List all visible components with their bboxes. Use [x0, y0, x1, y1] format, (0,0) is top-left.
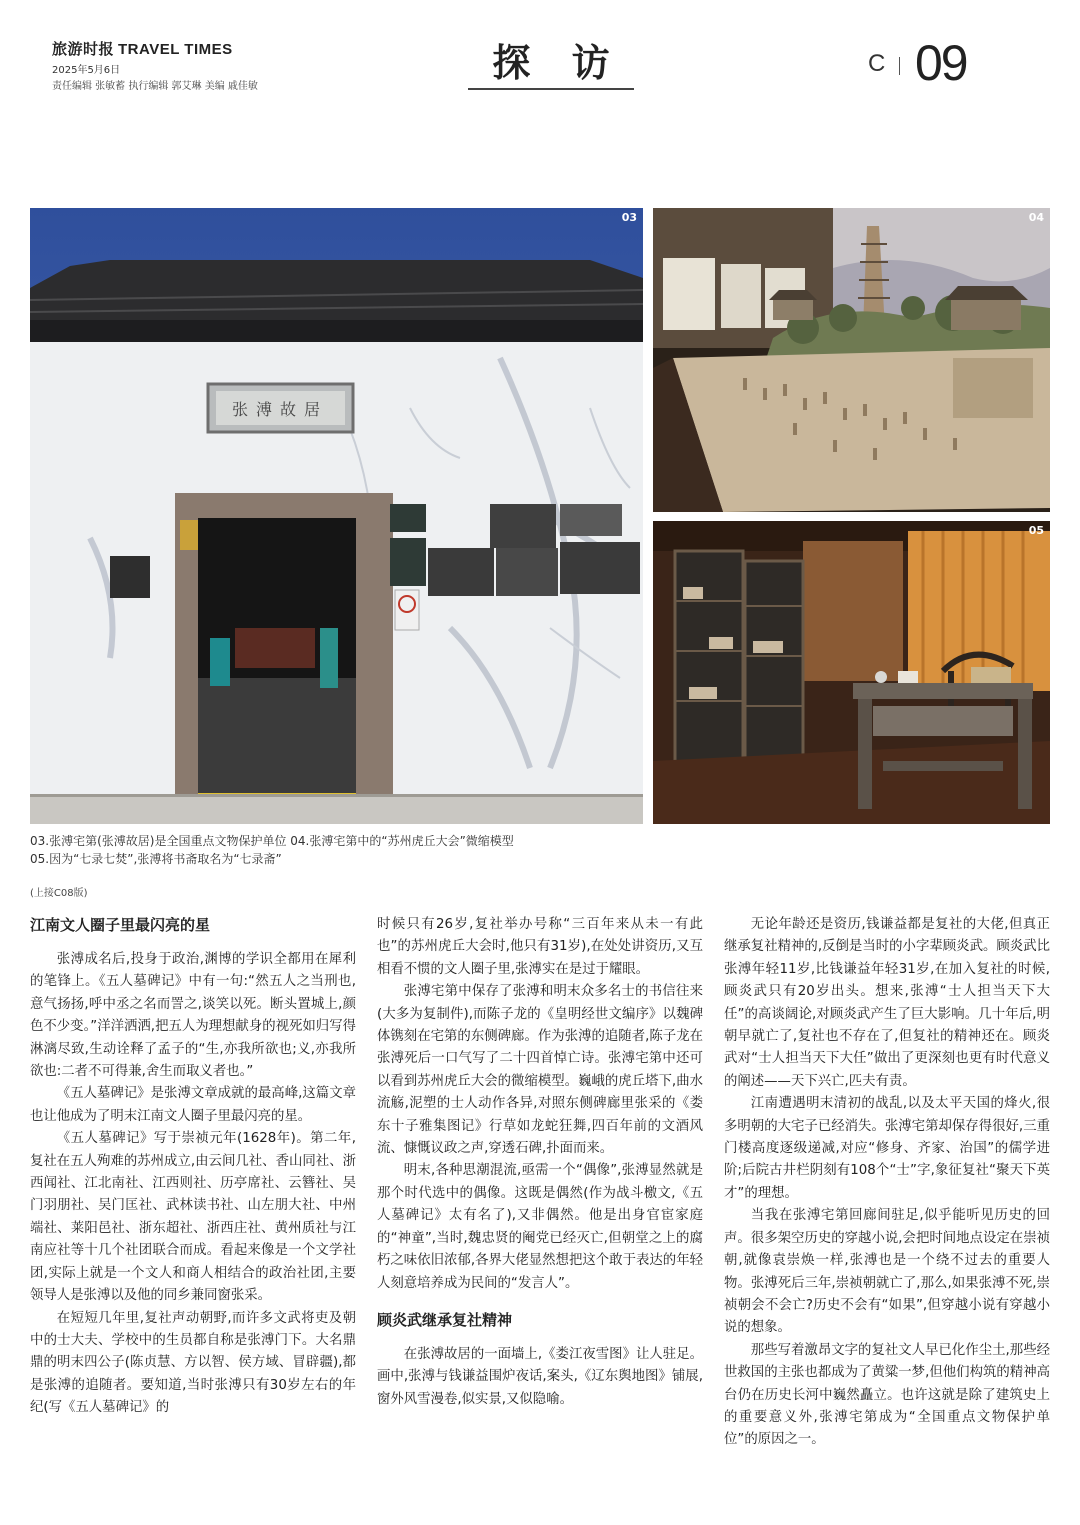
newspaper-brand	[52, 38, 233, 59]
paragraph: 张溥成名后,投身于政治,渊博的学识全都用在犀利的笔锋上。《五人墓碑记》中有一句:“然五人之当刑也,意气扬扬,呼中丞之名而詈之,谈笑以死。断头置城上,颜色不少变。”洋洋洒洒,把五人为理想献身的视死如归写得淋漓尽致,生动诠释了孟子的“生,亦我所欲也;义,亦我所欲也:二者不可得兼,舍生而取义者也。”	[30, 952, 356, 1080]
photo-05-study-room	[653, 521, 1050, 824]
article-column-3	[724, 914, 1050, 1452]
article-heading-1: 江南文人圈子里最闪亮的星	[30, 916, 211, 934]
photo-number-04: 04	[1028, 211, 1044, 224]
photo-caption-05: 05.因为“七录七焚”,张溥将书斋取名为“七录斋”	[30, 852, 282, 866]
brand-english: TRAVEL TIMES	[118, 41, 233, 58]
paragraph: 《五人墓碑记》写于崇祯元年(1628年)。第二年,复社在五人殉难的苏州成立,由云间几社、香山同社、浙西闻社、江北南社、江西则社、历亭席社、云簪社、吴门羽朋社、吴门匡社、武林读书社、山左朋大社、中州端社、莱阳邑社、浙东超社、浙西庄社、黄州质社与江南应社等十几个社团联合而成。看起来像是一个文学社团,实际上就是一个文人和商人相结合的政治社团,主要领导人是张溥以及他的同乡兼同窗张采。	[30, 1131, 356, 1304]
paragraph: 明末,各种思潮混流,亟需一个“偶像”,张溥显然就是那个时代选中的偶像。这既是偶然(作为战斗檄文,《五人墓碑记》太有名了),又非偶然。他是出身官宦家庭的“神童”,当时,魏忠贤的阉党已经灭亡,但朝堂之上的腐朽之味依旧浓郁,各界大佬显然想把这个敢于表达的年轻人刻意培养成为民间的“发言人”。	[377, 1163, 703, 1291]
photo-04-tiger-hill-model	[653, 208, 1050, 512]
paragraph: 在张溥故居的一面墙上,《娄江夜雪图》让人驻足。画中,张溥与钱谦益围炉夜话,案头,《辽东舆地图》铺展,窗外风雪漫卷,似实景,又似隐喻。	[377, 1346, 703, 1407]
paragraph: 当我在张溥宅第回廊间驻足,似乎能听见历史的回声。很多架空历史的穿越小说,会把时间地点设定在崇祯朝,就像袁崇焕一样,张溥也是一个绕不过去的重要人物。张溥死后三年,崇祯朝就亡了,那么,如果张溥不死,崇祯朝会不会亡?历史不会有“如果”,但穿越小说有穿越小说的想象。	[724, 1208, 1050, 1336]
paragraph: 那些写着激昂文字的复社文人早已化作尘土,那些经世救国的主张也都成为了黄粱一梦,但他们构筑的精神高台仍在历史长河中巍然矗立。也许这就是除了建筑史上的重要意义外,张溥宅第成为“全国重点文物保护单位”的原因之一。	[724, 1342, 1050, 1448]
article-column-1	[30, 914, 356, 1420]
photo-number-03: 03	[621, 211, 637, 224]
paragraph: 张溥宅第中保存了张溥和明末众多名士的书信往来(大多为复制件),而陈子龙的《皇明经世文编序》以魏碑体镌刻在宅第的东侧碑廊。作为张溥的追随者,陈子龙在张溥死后一口气写了二十四首悼亡诗。张溥宅第中还可以看到苏州虎丘大会的微缩模型。巍峨的虎丘塔下,曲水流觞,泥塑的士人动作各异,对照东侧碑廊里张采的《娄东十子雅集图记》行草如龙蛇狂舞,四百年前的文酒风流、慷慨议政之声,穿透石碑,扑面而来。	[377, 984, 703, 1157]
article-column-2	[377, 914, 703, 1411]
paragraph: 在短短几年里,复社声动朝野,而许多文武将吏及朝中的士大夫、学校中的生员都自称是张溥门下。大名鼎鼎的明末四公子(陈贞慧、方以智、侯方域、冒辟疆),都是张溥的追随者。要知道,当时张溥只有30岁左右的年纪(写《五人墓碑记》的	[30, 1310, 356, 1416]
section-underline	[468, 88, 634, 90]
residence-gate-illustration	[30, 208, 643, 824]
article-heading-2: 顾炎武继承复社精神	[377, 1310, 513, 1329]
paragraph: 江南遭遇明末清初的战乱,以及太平天国的烽火,很多明朝的大宅子已经消失。张溥宅第却保存得很好,三重门楼高度逐级递减,对应“修身、齐家、治国”的儒学进阶;后院古井栏阴刻有108个“士”字,象征复社“聚天下英才”的理想。	[724, 1096, 1050, 1201]
editor-credits: 责任编辑 张敏蓄 执行编辑 郭艾琳 美编 戚佳敏	[52, 81, 258, 92]
photo-03-residence-gate	[30, 208, 643, 824]
paragraph-continued: 时候只有26岁,复社举办号称“三百年来从未一有此也”的苏州虎丘大会时,他只有31岁),在处处讲资历,又互相看不惯的文人圈子里,张溥实在是过于耀眼。	[377, 917, 703, 977]
page-number: 09	[915, 35, 967, 91]
brand-chinese: 旅游时报	[52, 40, 115, 58]
section-title: 探 访	[492, 40, 624, 85]
page-number-divider	[899, 57, 900, 75]
continued-from-note: (上接C08版)	[30, 888, 88, 899]
photo-caption-03-04: 03.张溥宅第(张溥故居)是全国重点文物保护单位 04.张溥宅第中的“苏州虎丘大会”微缩模型	[30, 834, 514, 848]
issue-date: 2025年5月6日	[52, 65, 121, 76]
study-room-illustration	[653, 521, 1050, 824]
paragraph: 无论年龄还是资历,钱谦益都是复社的大佬,但真正继承复社精神的,反倒是当时的小字辈顾炎武。顾炎武比张溥年轻11岁,比钱谦益年轻31岁,在加入复社的时候,顾炎武只有20岁出头。想来,张溥“士人担当天下大任”的高谈阔论,对顾炎武产生了巨大影响。几十年后,明朝早就亡了,复社也不存在了,但复社的精神还在。顾炎武对“士人担当天下大任”做出了更深刻也更有时代意义的阐述——天下兴亡,匹夫有责。	[724, 917, 1050, 1089]
paragraph: 《五人墓碑记》是张溥文章成就的最高峰,这篇文章也让他成为了明末江南文人圈子里最闪亮的星。	[30, 1086, 356, 1124]
residence-signboard-text: 张溥故居	[231, 400, 329, 419]
miniature-model-illustration	[653, 208, 1050, 512]
photo-number-05: 05	[1028, 524, 1044, 537]
page-section-letter: C	[868, 50, 886, 77]
